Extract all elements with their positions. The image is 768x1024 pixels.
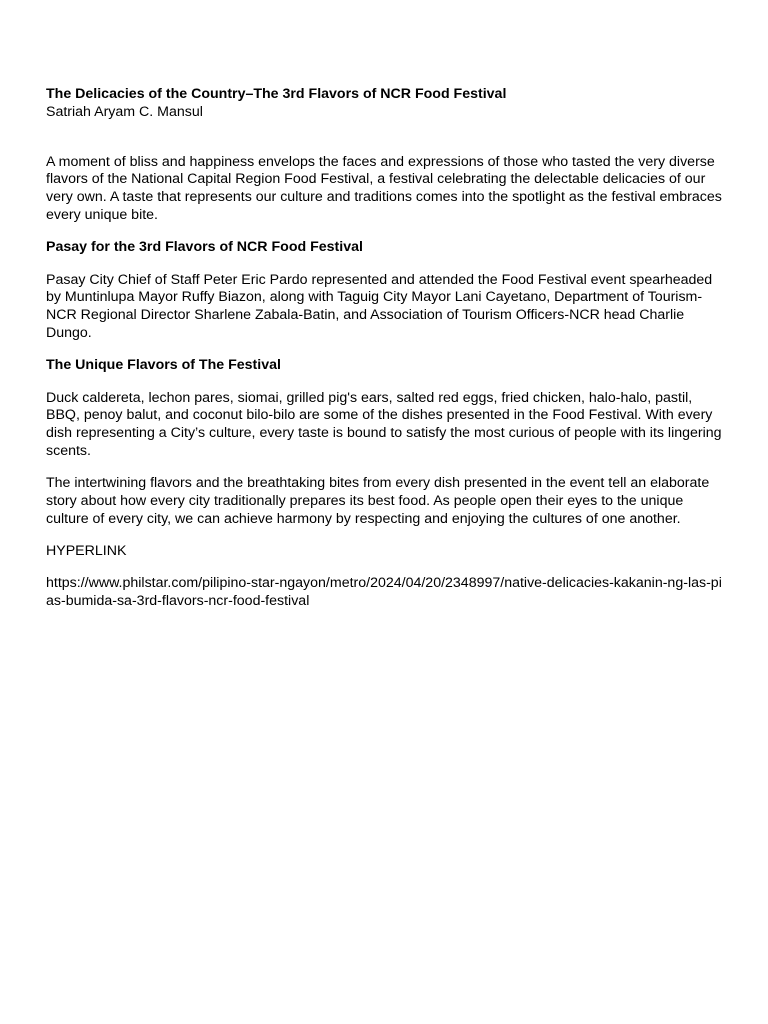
- spacer: [46, 122, 722, 154]
- hyperlink-url[interactable]: https://www.philstar.com/pilipino-star-ngayon/metro/2024/04/20/2348997/native-delicacies-kakanin-ng-las-pias-bumida-sa-3rd-flavors-ncr-food-festival: [46, 575, 722, 610]
- document-page: [46, 86, 722, 611]
- section-heading-pasay: Pasay for the 3rd Flavors of NCR Food Festival: [46, 239, 363, 256]
- article-title: The Delicacies of the Country–The 3rd Flavors of NCR Food Festival: [46, 86, 507, 102]
- section-paragraph-dishes: Duck caldereta, lechon pares, siomai, grilled pig's ears, salted red eggs, fried chicken, halo-halo, pastil, BBQ, penoy balut, and coconut bilo-bilo are some of the dishes presented in the Food Festival. With every dish representing a City’s culture, every taste is bound to satisfy the most curious of people with its lingering scents.: [46, 389, 722, 459]
- section-paragraph-harmony: The intertwining flavors and the breathtaking bites from every dish presented in the event tell an elaborate story about how every city traditionally prepares its best food. As people open their eyes to the unique culture of every city, we can achieve harmony by respecting and enjoying the cultures of one another.: [46, 475, 710, 527]
- section-heading-unique-flavors: The Unique Flavors of The Festival: [46, 357, 281, 374]
- hyperlink-label: HYPERLINK: [46, 543, 127, 560]
- article-author: Satriah Aryam C. Mansul: [46, 103, 203, 120]
- section-paragraph-pasay: Pasay City Chief of Staff Peter Eric Pardo represented and attended the Food Festival event spearheaded by Muntinlupa Mayor Ruffy Biazon, along with Taguig City Mayor Lani Cayetano, Department of Tourism-NCR Regional Director Sharlene Zabala-Batin, and Association of Tourism Officers-NCR head Charlie Dungo.: [46, 271, 713, 341]
- intro-paragraph: A moment of bliss and happiness envelops the faces and expressions of those who tasted the very diverse flavors of the National Capital Region Food Festival, a festival celebrating the delectable delicacies of our very own. A taste that represents our culture and traditions comes into the spotlight as the festival embraces every unique bite.: [46, 153, 722, 223]
